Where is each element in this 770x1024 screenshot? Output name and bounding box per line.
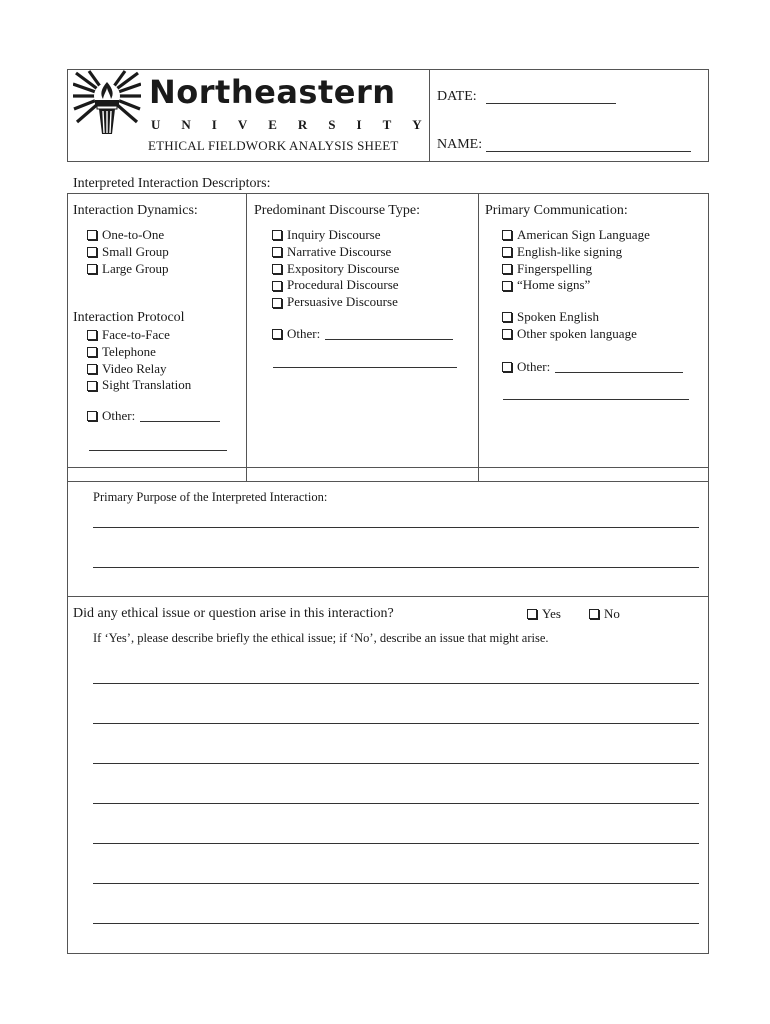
option-home-signs[interactable]: “Home signs” xyxy=(502,277,650,294)
communication-other-line-2[interactable] xyxy=(503,399,689,400)
option-inquiry[interactable]: Inquiry Discourse xyxy=(272,227,399,244)
checkbox-icon[interactable] xyxy=(502,362,512,372)
checkbox-icon[interactable] xyxy=(87,247,97,257)
option-narrative[interactable]: Narrative Discourse xyxy=(272,244,399,261)
protocol-other[interactable]: Other: xyxy=(87,408,220,425)
checkbox-icon[interactable] xyxy=(502,312,512,322)
checkbox-icon[interactable] xyxy=(272,264,282,274)
discourse-title: Predominant Discourse Type: xyxy=(254,203,420,218)
university-name: Northeastern xyxy=(149,73,396,111)
name-field[interactable] xyxy=(486,151,691,152)
ethics-line-5[interactable] xyxy=(93,843,699,844)
checkbox-icon[interactable] xyxy=(87,411,97,421)
option-asl[interactable]: American Sign Language xyxy=(502,227,650,244)
discourse-other-line-2[interactable] xyxy=(273,367,457,368)
checkbox-icon[interactable] xyxy=(502,281,512,291)
checkbox-icon[interactable] xyxy=(527,609,537,619)
communication-title: Primary Communication: xyxy=(485,203,628,218)
option-sight-translation[interactable]: Sight Translation xyxy=(87,377,191,394)
ethics-instruction: If ‘Yes’, please describe briefly the ethical issue; if ‘No’, describe an issue that might arise. xyxy=(93,631,549,645)
option-small-group[interactable]: Small Group xyxy=(87,244,169,261)
checkbox-icon[interactable] xyxy=(502,329,512,339)
option-persuasive[interactable]: Persuasive Discourse xyxy=(272,294,399,311)
checkbox-icon[interactable] xyxy=(272,329,282,339)
dynamics-options xyxy=(87,227,169,277)
protocol-other-line-2[interactable] xyxy=(89,450,227,451)
purpose-top-rule xyxy=(67,481,709,482)
torch-logo-icon xyxy=(73,70,141,136)
header-divider xyxy=(429,69,430,162)
ethics-line-7[interactable] xyxy=(93,923,699,924)
discourse-other-field[interactable] xyxy=(325,328,453,340)
dynamics-title: Interaction Dynamics: xyxy=(73,203,198,218)
purpose-label: Primary Purpose of the Interpreted Interaction: xyxy=(93,490,328,504)
ethics-line-6[interactable] xyxy=(93,883,699,884)
university-word: UNIVERSITY xyxy=(151,117,443,132)
checkbox-icon[interactable] xyxy=(272,281,282,291)
descriptors-heading: Interpreted Interaction Descriptors: xyxy=(73,176,271,191)
checkbox-icon[interactable] xyxy=(87,230,97,240)
checkbox-icon[interactable] xyxy=(272,230,282,240)
checkbox-icon[interactable] xyxy=(87,381,97,391)
option-one-to-one[interactable]: One-to-One xyxy=(87,227,169,244)
ethics-yes-option[interactable]: Yes xyxy=(527,606,561,623)
sheet-title: ETHICAL FIELDWORK ANALYSIS SHEET xyxy=(148,138,399,153)
checkbox-icon[interactable] xyxy=(272,298,282,308)
checkbox-icon[interactable] xyxy=(87,264,97,274)
discourse-other[interactable]: Other: xyxy=(272,326,453,343)
columns-bottom-rule xyxy=(67,467,709,468)
ethics-no-option[interactable]: No xyxy=(589,606,620,623)
communication-options-a xyxy=(502,227,650,294)
ethics-line-2[interactable] xyxy=(93,723,699,724)
ethics-top-rule xyxy=(67,596,709,597)
checkbox-icon[interactable] xyxy=(502,247,512,257)
purpose-line-1[interactable] xyxy=(93,527,699,528)
date-label: DATE: xyxy=(437,89,477,104)
checkbox-icon[interactable] xyxy=(87,364,97,374)
purpose-line-2[interactable] xyxy=(93,567,699,568)
option-expository[interactable]: Expository Discourse xyxy=(272,261,399,278)
column-divider-1 xyxy=(246,193,247,481)
protocol-other-field[interactable] xyxy=(140,410,220,422)
option-face-to-face[interactable]: Face-to-Face xyxy=(87,327,191,344)
checkbox-icon[interactable] xyxy=(272,247,282,257)
name-label: NAME: xyxy=(437,137,483,152)
option-large-group[interactable]: Large Group xyxy=(87,261,169,278)
option-english-like-signing[interactable]: English-like signing xyxy=(502,244,650,261)
date-field[interactable] xyxy=(486,103,616,104)
checkbox-icon[interactable] xyxy=(87,330,97,340)
communication-options-b xyxy=(502,309,637,343)
option-other-spoken[interactable]: Other spoken language xyxy=(502,326,637,343)
protocol-options xyxy=(87,327,191,394)
communication-other-field[interactable] xyxy=(555,361,683,373)
option-fingerspelling[interactable]: Fingerspelling xyxy=(502,261,650,278)
checkbox-icon[interactable] xyxy=(589,609,599,619)
ethics-question: Did any ethical issue or question arise in this interaction? xyxy=(73,606,394,621)
protocol-title: Interaction Protocol xyxy=(73,310,185,325)
discourse-options xyxy=(272,227,399,311)
checkbox-icon[interactable] xyxy=(502,264,512,274)
checkbox-icon[interactable] xyxy=(502,230,512,240)
ethics-line-4[interactable] xyxy=(93,803,699,804)
option-telephone[interactable]: Telephone xyxy=(87,344,191,361)
option-procedural[interactable]: Procedural Discourse xyxy=(272,277,399,294)
ethics-line-1[interactable] xyxy=(93,683,699,684)
communication-other[interactable]: Other: xyxy=(502,359,683,376)
ethics-line-3[interactable] xyxy=(93,763,699,764)
option-spoken-english[interactable]: Spoken English xyxy=(502,309,637,326)
column-divider-2 xyxy=(478,193,479,481)
checkbox-icon[interactable] xyxy=(87,347,97,357)
option-video-relay[interactable]: Video Relay xyxy=(87,361,191,378)
